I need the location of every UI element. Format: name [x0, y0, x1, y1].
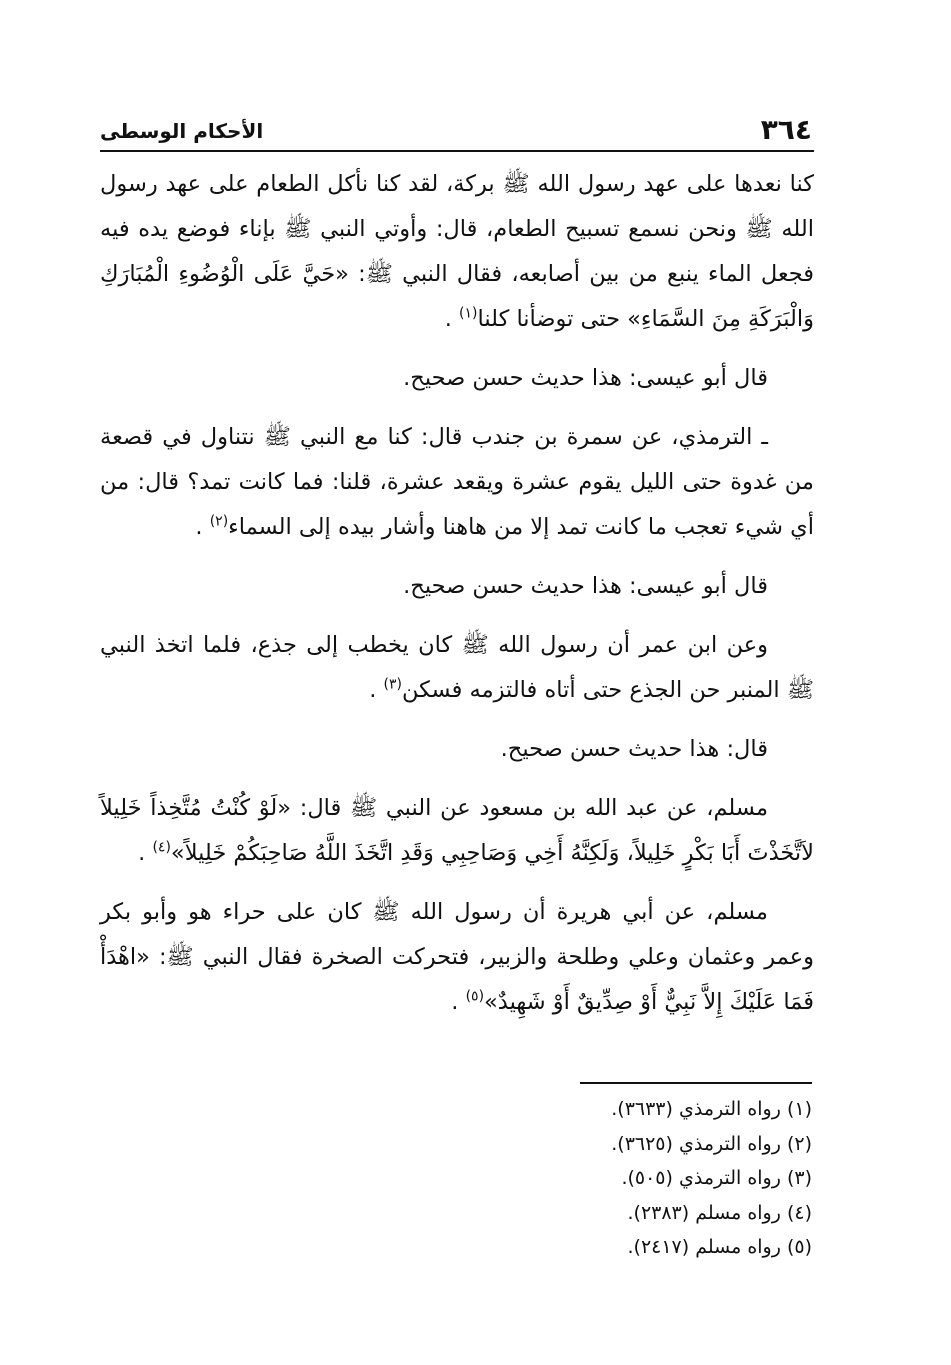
footnote: (٤) رواه مسلم (٢٣٨٣). [627, 1201, 812, 1224]
footnote: (٣) رواه الترمذي (٥٠٥). [621, 1167, 812, 1189]
body-text [100, 162, 814, 1039]
paragraph: ـ الترمذي، عن سمرة بن جندب قال: كنا مع النبي ﷺ نتناول في قصعة من غدوة حتى الليل يقوم عشرة ويقعد عشرة، قلنا: فما كانت تمد؟ قال: من أي شيء تعجب ما كانت تمد إلا من هاهنا وأشار بيده إلى السماء$^{(٢)}$ . [100, 424, 814, 540]
paragraph-text: قال أبو عيسى: هذا حديث حسن صحيح. [403, 573, 768, 599]
footnote: (١) رواه الترمذي (٣٦٣٣). [611, 1098, 812, 1120]
paragraph [100, 727, 814, 772]
footnote-ref: (٤) [152, 839, 171, 856]
running-title: الأحكام الوسطى [100, 119, 264, 143]
footnote: (٥) رواه مسلم (٢٤١٧). [627, 1236, 812, 1258]
paragraph-text: وعن ابن عمر أن رسول الله ﷺ كان يخطب إلى جذع، فلما اتخذ النبي ﷺ المنبر حن الجذع حتى أتاه فالتزمه فسكن [100, 632, 814, 703]
paragraph-text: قال: هذا حديث حسن صحيح. [500, 736, 768, 762]
paragraph-text: كنا نعدها على عهد رسول الله ﷺ بركة، لقد كنا نأكل الطعام على عهد رسول الله ﷺ ونحن نسمع تسبيح الطعام، قال: وأوتي النبي ﷺ بإناء فوضع يده فيه فجعل الماء ينبع من بين أصابعه، فقال النبي ﷺ: «حَيَّ عَلَى الْوُضُوءِ الْمُبَارَكِ وَالْبَرَكَةِ مِنَ السَّمَاءِ» حتى توضأنا كلنا [100, 171, 814, 332]
paragraph-text: ـ الترمذي، عن سمرة بن جندب قال: كنا مع النبي ﷺ نتناول في قصعة من غدوة حتى الليل يقوم عشرة ويقعد عشرة، قلنا: فما كانت تمد؟ قال: من أي شيء تعجب ما كانت تمد إلا من هاهنا وأشار بيده إلى السماء [100, 424, 814, 540]
paragraph: مسلم، عن عبد الله بن مسعود عن النبي ﷺ قال: «لَوْ كُنْتُ مُتَّخِذاً خَلِيلاً لاَتَّخَذْتَ أَبَا بَكْرٍ خَلِيلاً، وَلَكِنَّهُ أَخِي وَصَاحِبِي وَقَدِ اتَّخَذَ اللَّهُ صَاحِبَكُمْ خَلِيلاً»$^{(٤)}$ . [100, 795, 814, 866]
footnote-ref: (٣) [383, 676, 402, 693]
paragraph [100, 356, 814, 401]
footnote-ref: (٥) [465, 988, 485, 1005]
paragraph: مسلم، عن أبي هريرة أن رسول الله ﷺ كان على حراء هو وأبو بكر وعمر وعثمان وعلي وطلحة والزبير، فتحركت الصخرة فقال النبي ﷺ: «اهْدَأْ فَمَا عَلَيْكَ إِلاَّ نَبِيٌّ أَوْ صِدِّيقٌ أَوْ شَهِيدٌ»$^{(٥)}$ . [100, 899, 814, 1015]
footnote-rule [580, 1082, 812, 1084]
page-number: ٣٦٤ [760, 113, 812, 146]
footnote-ref: (١) [459, 305, 478, 322]
paragraph: كنا نعدها على عهد رسول الله ﷺ بركة، لقد كنا نأكل الطعام على عهد رسول الله ﷺ ونحن نسمع تسبيح الطعام، قال: وأوتي النبي ﷺ بإناء فوضع يده فيه فجعل الماء ينبع من بين أصابعه، فقال النبي ﷺ: «حَيَّ عَلَى الْوُضُوءِ الْمُبَارَكِ وَالْبَرَكَةِ مِنَ السَّمَاءِ» حتى توضأنا كلنا$^{(١)}$ . [100, 171, 814, 332]
paragraph-text: مسلم، عن عبد الله بن مسعود عن النبي ﷺ قال: «لَوْ كُنْتُ مُتَّخِذاً خَلِيلاً لاَتَّخَذْتَ أَبَا بَكْرٍ خَلِيلاً، وَلَكِنَّهُ أَخِي وَصَاحِبِي وَقَدِ اتَّخَذَ اللَّهُ صَاحِبَكُمْ خَلِيلاً» [100, 795, 814, 866]
paragraph-text: قال أبو عيسى: هذا حديث حسن صحيح. [403, 365, 768, 391]
paragraph: وعن ابن عمر أن رسول الله ﷺ كان يخطب إلى جذع، فلما اتخذ النبي ﷺ المنبر حن الجذع حتى أتاه فالتزمه فسكن$^{(٣)}$ . [100, 632, 814, 703]
paragraph-text: مسلم، عن أبي هريرة أن رسول الله ﷺ كان على حراء هو وأبو بكر وعمر وعثمان وعلي وطلحة والزبير، فتحركت الصخرة فقال النبي ﷺ: «اهْدَأْ فَمَا عَلَيْكَ إِلاَّ نَبِيٌّ أَوْ صِدِّيقٌ أَوْ شَهِيدٌ» [100, 899, 814, 1015]
footnotes [100, 1092, 812, 1265]
paragraph [100, 564, 814, 609]
footnote-ref: (٢) [209, 513, 229, 530]
footnote: (٢) رواه الترمذي (٣٦٢٥). [611, 1132, 812, 1155]
page-header [100, 112, 812, 152]
header-rule [100, 150, 814, 152]
